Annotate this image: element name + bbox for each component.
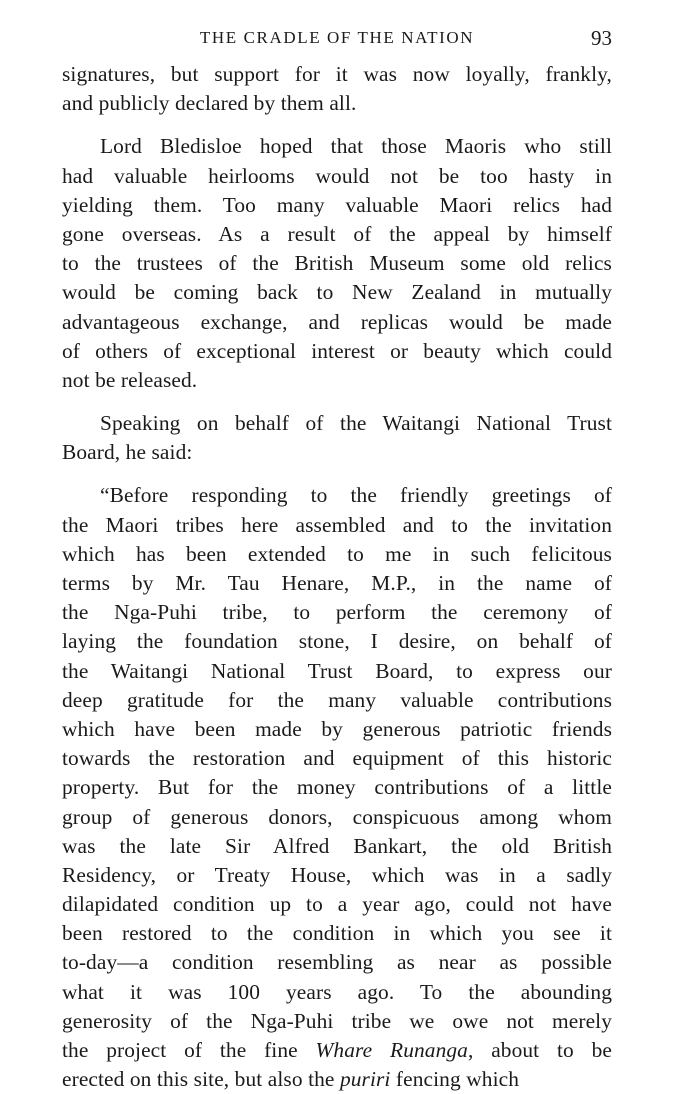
text-run: “Before responding to the friendly greetings of <box>100 483 612 508</box>
text-run: and publicly declared by them all. <box>62 91 357 116</box>
text-line <box>62 686 612 715</box>
text-run: the Nga-Puhi tribe, to perform the ceremony of <box>62 600 612 625</box>
text-line <box>62 832 612 861</box>
text-line <box>62 1007 612 1036</box>
text-run: generosity of the Nga-Puhi tribe we owe not merely <box>62 1008 612 1033</box>
text-run: Residency, or Treaty House, which was in a sadly <box>62 862 612 887</box>
text-run: had valuable heirlooms would not be too hasty in <box>62 163 612 188</box>
italic-text: Whare Runanga <box>315 1038 468 1062</box>
text-line <box>62 278 612 307</box>
italic-text: puriri <box>339 1067 391 1092</box>
text-line <box>62 744 612 773</box>
text-run: deep gratitude for the many valuable contributions <box>62 687 612 712</box>
text-line <box>62 409 612 438</box>
text-run: Lord Bledisloe hoped that those Maoris who still <box>100 134 612 159</box>
text-line <box>62 948 612 977</box>
text-line <box>62 191 612 220</box>
text-run: terms by Mr. Tau Henare, M.P., in the name of <box>62 571 612 595</box>
text-line <box>62 657 612 686</box>
text-run: was the late Sir Alfred Bankart, the old British <box>62 833 612 858</box>
text-run: fencing which <box>390 1067 519 1092</box>
text-line <box>62 715 612 744</box>
text-run: Board, he said: <box>62 440 193 465</box>
text-run: Speaking on behalf of the Waitangi National Trust <box>100 411 612 436</box>
text-run: been restored to the condition in which you see it <box>62 921 612 946</box>
text-line <box>62 627 612 656</box>
text-run: yielding them. Too many valuable Maori relics had <box>62 192 612 217</box>
text-line <box>62 511 612 540</box>
text-line <box>62 220 612 249</box>
running-head <box>62 0 612 60</box>
text-run: property. But for the money contributions of a little <box>62 775 612 800</box>
text-line <box>62 569 612 598</box>
text-line <box>62 1065 612 1094</box>
text-run: the Maori tribes here assembled and to the invitation <box>62 512 612 537</box>
text-line <box>62 773 612 802</box>
text-line <box>62 337 612 366</box>
text-run: advantageous exchange, and replicas would be made <box>62 309 612 334</box>
paragraph-bledisloe-heirlooms <box>62 132 612 395</box>
text-line <box>62 598 612 627</box>
text-run: gone overseas. As a result of the appeal by himself <box>62 221 612 246</box>
text-line <box>62 366 612 395</box>
text-run: which has been extended to me in such felicitous <box>62 541 612 566</box>
text-run: not be released. <box>62 367 198 392</box>
paragraph-speech-quote <box>62 481 612 1094</box>
text-run: dilapidated condition up to a year ago, could not have <box>62 892 612 917</box>
text-run: laying the foundation stone, I desire, on behalf of <box>62 629 612 654</box>
text-run: towards the restoration and equipment of this historic <box>62 746 612 771</box>
text-run: erected on this site, but also the <box>62 1067 340 1092</box>
text-run: the Waitangi National Trust Board, to express our <box>62 658 612 683</box>
paragraph-continuation <box>62 60 612 118</box>
text-line <box>62 890 612 919</box>
text-run: which have been made by generous patriotic friends <box>62 716 612 741</box>
body-text <box>62 60 612 1094</box>
text-line <box>62 861 612 890</box>
text-line <box>62 89 612 118</box>
text-run: , about to be <box>467 1038 612 1062</box>
text-run: group of generous donors, conspicuous among whom <box>62 804 612 829</box>
text-line <box>62 1036 612 1065</box>
text-line <box>62 132 612 161</box>
text-line <box>62 978 612 1007</box>
book-page <box>62 0 612 1092</box>
text-line <box>62 308 612 337</box>
paragraph-speaking-on-behalf <box>62 409 612 467</box>
text-run: the project of the fine <box>62 1038 316 1062</box>
text-line <box>62 540 612 569</box>
text-line <box>62 162 612 191</box>
text-run: to-day—a condition resembling as near as possible <box>62 950 612 975</box>
text-line <box>62 481 612 510</box>
text-run: signatures, but support for it was now loyally, frankly, <box>62 62 612 86</box>
text-run: to the trustees of the British Museum some old relics <box>62 251 612 276</box>
text-run: would be coming back to New Zealand in mutually <box>62 280 612 305</box>
text-line <box>62 919 612 948</box>
text-run: what it was 100 years ago. To the abounding <box>62 979 612 1004</box>
page-number: 93 <box>591 26 612 50</box>
text-line <box>62 249 612 278</box>
text-line <box>62 803 612 832</box>
text-run: of others of exceptional interest or beauty which could <box>62 338 612 363</box>
running-title: THE CRADLE OF THE NATION <box>199 28 475 47</box>
text-line <box>62 438 612 467</box>
text-line <box>62 60 612 89</box>
